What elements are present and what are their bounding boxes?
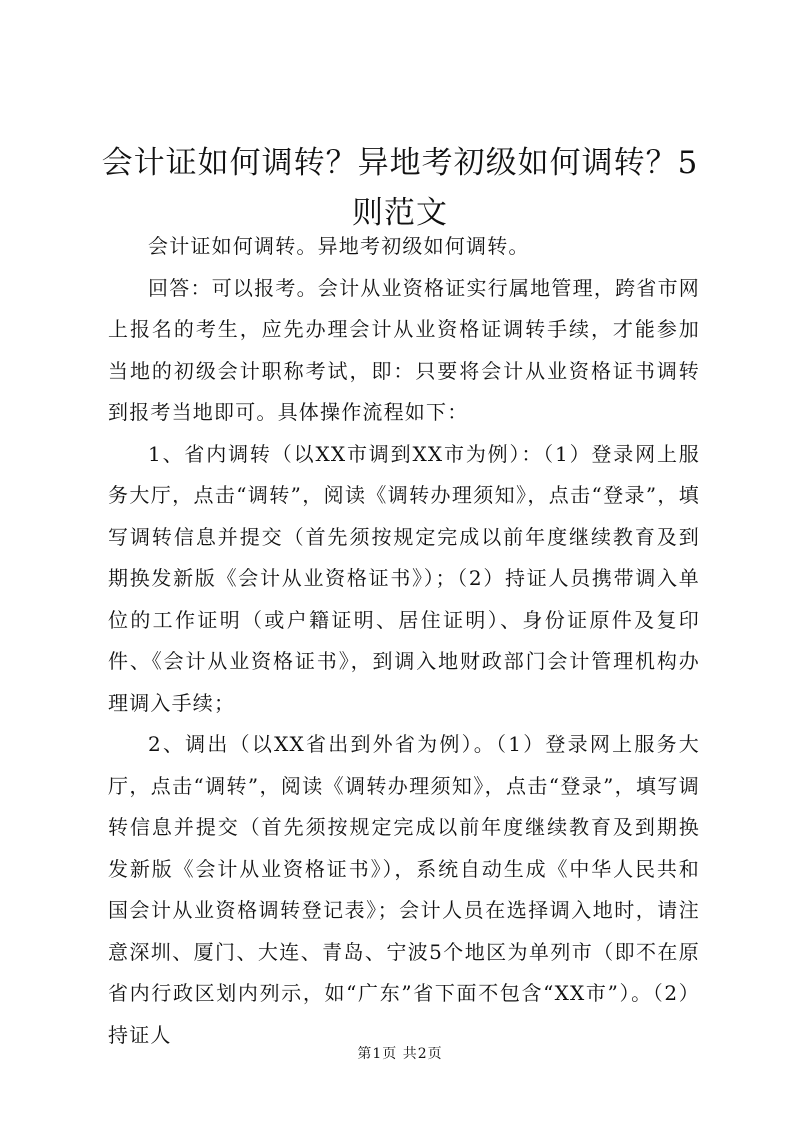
paragraph-1: 会计证如何调转。异地考初级如何调转。 bbox=[148, 234, 530, 258]
paragraph-2: 回答：可以报考。会计从业资格证实行属地管理，跨省市网上报名的考生，应先办理会计从业资格证调转手续，才能参加当地的初级会计职称考试，即：只要将会计从业资格证书调转到报考当地即可。具体操作流程如下： bbox=[108, 275, 700, 424]
page-footer: 第1页 共2页 bbox=[357, 1046, 443, 1062]
document-body bbox=[108, 226, 700, 1056]
paragraph-4: 2、调出（以XX省出到外省为例）。（1）登录网上服务大厅，点击“调转”，阅读《调转办理须知》，点击“登录”，填写调转信息并提交（首先须按规定完成以前年度继续教育及到期换发新版《会计从业资格证书》），系统自动生成《中华人民共和国会计从业资格调转登记表》；会计人员在选择调入地时，请注意深圳、厦门、大连、青岛、宁波5个地区为单列市（即不在原省内行政区划内列示，如“广东”省下面不包含“XX市”）。（2）持证人 bbox=[108, 732, 700, 1047]
paragraph-3: 1、省内调转（以XX市调到XX市为例）：（1）登录网上服务大厅，点击“调转”，阅读《调转办理须知》，点击“登录”，填写调转信息并提交（首先须按规定完成以前年度继续教育及到期换发新版《会计从业资格证书》）；（2）持证人员携带调入单位的工作证明（或户籍证明、居住证明）、身份证原件及复印件、《会计从业资格证书》，到调入地财政部门会计管理机构办理调入手续； bbox=[108, 441, 700, 715]
document-title: 会计证如何调转？异地考初级如何调转？5则范文 bbox=[101, 145, 699, 231]
